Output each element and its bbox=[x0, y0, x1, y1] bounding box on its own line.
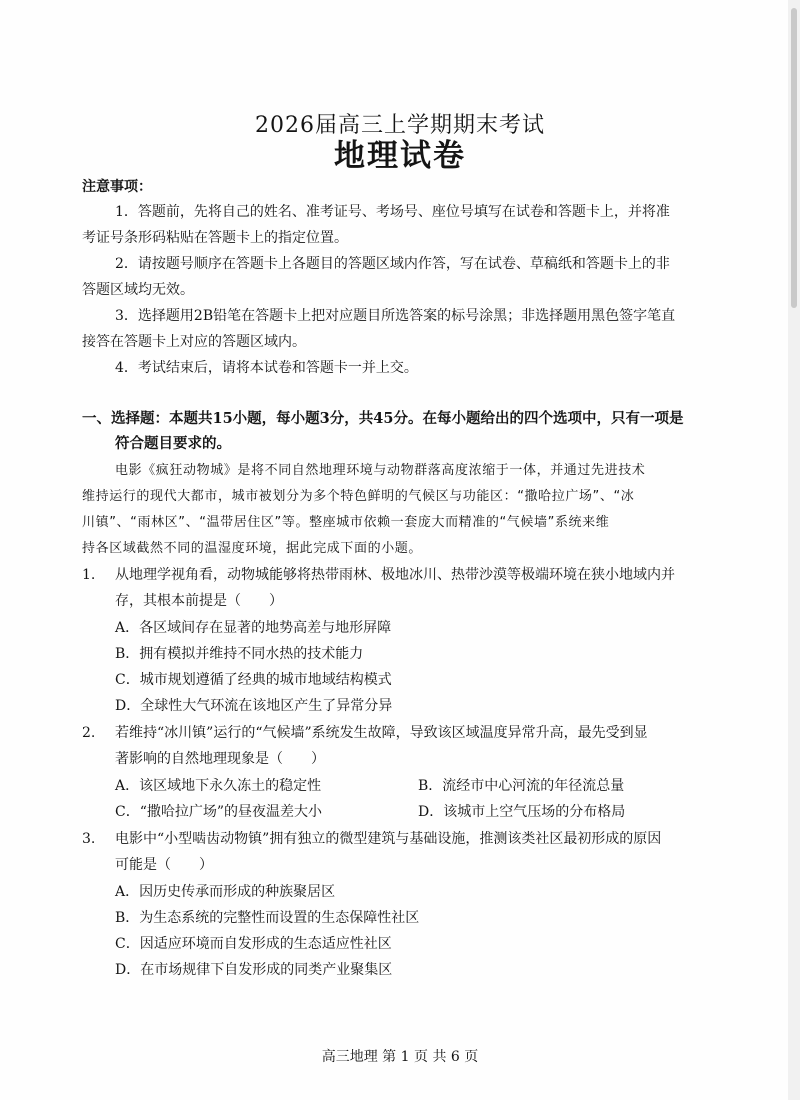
question-number: 2. bbox=[82, 725, 96, 741]
question-number: 3. bbox=[82, 831, 96, 847]
notice-line: 答题区域均无效。 bbox=[82, 282, 194, 298]
option-a: A．因历史传承而形成的种族聚居区 bbox=[115, 884, 336, 900]
notice-heading: 注意事项： bbox=[82, 179, 152, 195]
notice-line: 3．选择题用2B铅笔在答题卡上把对应题目所选答案的标号涂黑；非选择题用黑色签字笔直 bbox=[115, 308, 676, 324]
option-c: C．城市规划遵循了经典的城市地域结构模式 bbox=[115, 672, 392, 688]
option-b: B．拥有模拟并维持不同水热的技术能力 bbox=[115, 646, 364, 662]
passage-line: 川镇”、“雨林区”、“温带居住区”等。整座城市依赖一套庞大而精准的“气候墙”系统来维 bbox=[82, 515, 610, 530]
exam-title: 2026届高三上学期期末考试 bbox=[255, 113, 545, 138]
option-c: C．“撒哈拉广场”的昼夜温差大小 bbox=[115, 804, 323, 820]
question-stem: 著影响的自然地理现象是（ ） bbox=[115, 751, 325, 767]
question-stem: 可能是（ ） bbox=[115, 857, 213, 873]
section-heading: 一、选择题：本题共15小题，每小题3分，共45分。在每小题给出的四个选项中，只有一项是 bbox=[82, 410, 684, 427]
question-stem: 存，其根本前提是（ ） bbox=[115, 593, 283, 609]
option-c: C．因适应环境而自发形成的生态适应性社区 bbox=[115, 936, 392, 952]
question-stem: 从地理学视角看，动物城能够将热带雨林、极地冰川、热带沙漠等极端环境在狭小地域内并 bbox=[115, 567, 675, 583]
passage-line: 持各区域截然不同的温湿度环境，据此完成下面的小题。 bbox=[82, 541, 423, 556]
notice-line: 接答在答题卡上对应的答题区域内。 bbox=[82, 334, 306, 350]
page-footer: 高三地理 第 1 页 共 6 页 bbox=[321, 1049, 479, 1065]
option-a: A．各区域间存在显著的地势高差与地形屏障 bbox=[115, 620, 392, 636]
question-stem: 电影中“小型啮齿动物镇”拥有独立的微型建筑与基础设施，推测该类社区最初形成的原因 bbox=[115, 831, 662, 847]
notice-line: 考证号条形码粘贴在答题卡上的指定位置。 bbox=[82, 230, 348, 246]
notice-line: 2．请按题号顺序在答题卡上各题目的答题区域内作答，写在试卷、草稿纸和答题卡上的非 bbox=[115, 256, 670, 272]
question-number: 1. bbox=[82, 567, 96, 583]
passage-line: 电影《疯狂动物城》是将不同自然地理环境与动物群落高度浓缩于一体，并通过先进技术 bbox=[115, 463, 646, 478]
subject-title: 地理试卷 bbox=[334, 138, 466, 174]
option-d: D．该城市上空气压场的分布格局 bbox=[418, 804, 626, 820]
option-d: D．在市场规律下自发形成的同类产业聚集区 bbox=[115, 962, 393, 978]
option-a: A．该区域地下永久冻土的稳定性 bbox=[115, 778, 322, 794]
notice-line: 1．答题前，先将自己的姓名、准考证号、考场号、座位号填写在试卷和答题卡上，并将准 bbox=[115, 204, 670, 220]
passage-line: 维持运行的现代大都市，城市被划分为多个特色鲜明的气候区与功能区：“撒哈拉广场”、“冰 bbox=[82, 489, 635, 504]
option-b: B．为生态系统的完整性而设置的生态保障性社区 bbox=[115, 910, 420, 926]
notice-line: 4．考试结束后，请将本试卷和答题卡一并上交。 bbox=[115, 360, 418, 376]
option-b: B．流经市中心河流的年径流总量 bbox=[418, 778, 625, 794]
option-d: D．全球性大气环流在该地区产生了异常分异 bbox=[115, 698, 393, 714]
question-stem: 若维持“冰川镇”运行的“气候墙”系统发生故障，导致该区域温度异常升高，最先受到显 bbox=[115, 725, 648, 741]
section-heading-cont: 符合题目要求的。 bbox=[115, 435, 231, 452]
